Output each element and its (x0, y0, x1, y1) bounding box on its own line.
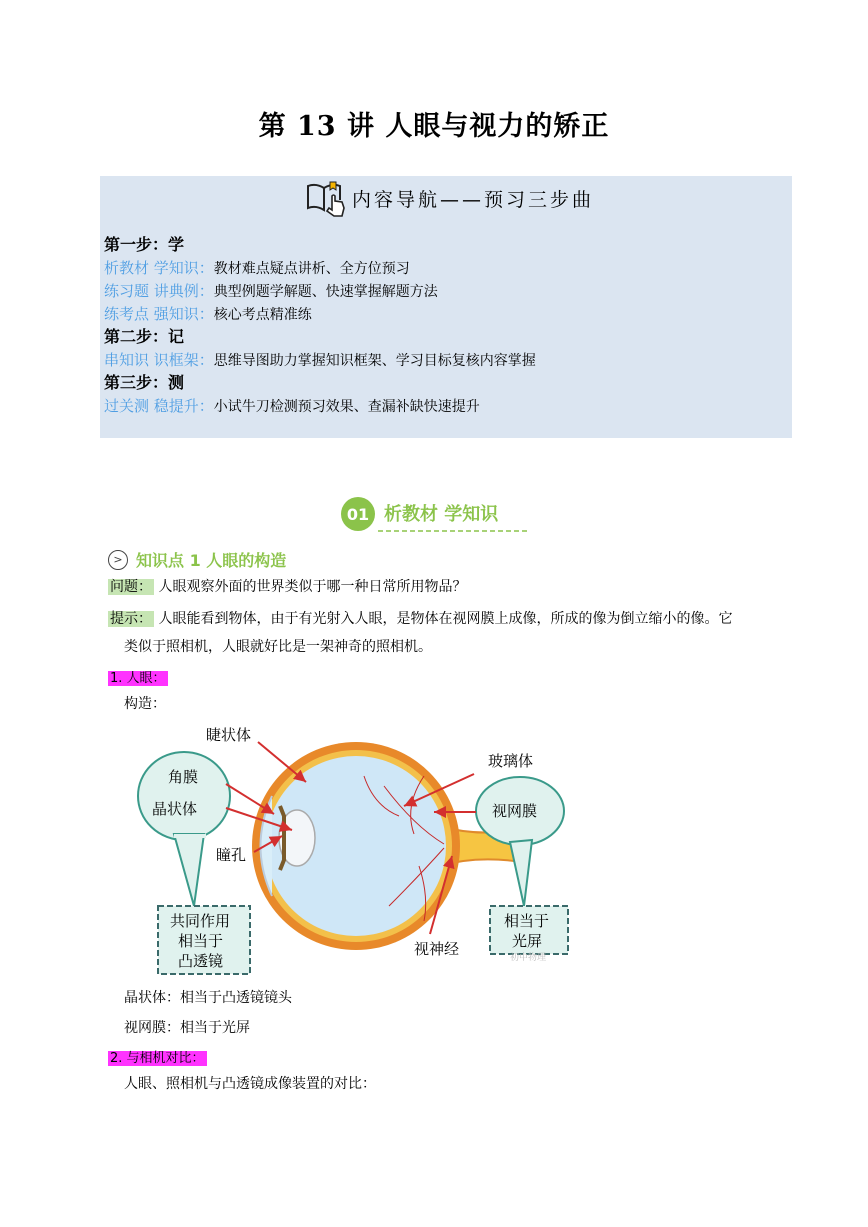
nav-item-1 (104, 257, 410, 280)
hint-text-1: 人眼能看到物体，由于有光射入人眼，是物体在视网膜上成像，所成的像为倒立缩小的像。它 (158, 611, 733, 627)
eye-tag: 1. 人眼： (110, 671, 166, 686)
section-title: 析教材 学知识 (384, 504, 499, 525)
hint-text-2: 类似于照相机，人眼就好比是一架神奇的照相机。 (124, 639, 432, 655)
step2-label: 第二步：记 (104, 327, 185, 346)
label-lens: 晶状体 (152, 800, 198, 818)
section-banner (338, 494, 530, 534)
label-cornea: 角膜 (168, 768, 199, 786)
nav-item-key: 练考点 强知识： (104, 305, 214, 323)
compare-tag-line (108, 1047, 207, 1070)
diagram-watermark: 初中物理 (510, 953, 547, 963)
nav-item-3 (104, 303, 312, 326)
compare-tag: 2. 与相机对比： (110, 1051, 205, 1066)
page-title: 第 13 讲 人眼与视力的矫正 (258, 111, 610, 142)
label-optic-nerve: 视神经 (414, 940, 460, 958)
nav-item-desc: 小试牛刀检测预习效果、查漏补缺快速提升 (213, 399, 480, 415)
right-box-line-1: 相当于 (504, 912, 550, 930)
nav-item-key: 过关测 稳提升： (104, 397, 214, 415)
question-line (108, 576, 466, 598)
knowledge-point-heading (108, 548, 286, 571)
step1-label: 第一步：学 (104, 235, 185, 254)
knowledge-point-title: 知识点 1 人眼的构造 (136, 551, 287, 570)
nav-item-key: 练习题 讲典例： (104, 282, 214, 300)
nav-item-key: 串知识 识框架： (104, 351, 214, 369)
nav-header (304, 176, 594, 220)
nav-item-5 (104, 395, 480, 418)
label-ciliary-body: 睫状体 (206, 726, 252, 744)
nav-header-label: 内容导航——预习三步曲 (352, 188, 595, 211)
nav-item-4 (104, 349, 536, 372)
question-text: 人眼观察外面的世界类似于哪一种日常所用物品？ (158, 579, 467, 595)
nav-item-key: 析教材 学知识： (104, 259, 214, 277)
content-navigation-box (100, 176, 792, 438)
hint-tag: 提示： (110, 611, 152, 627)
note-retina: 视网膜：相当于光屏 (124, 1020, 250, 1036)
step3-label: 第三步：测 (104, 373, 185, 392)
arrow-circle-icon: > (108, 550, 128, 570)
label-vitreous: 玻璃体 (488, 752, 534, 770)
eye-structure-diagram (134, 716, 580, 980)
left-callout-bubble (138, 752, 230, 840)
left-box-line-1: 共同作用 (170, 912, 231, 930)
question-tag: 问题： (110, 579, 152, 595)
note-lens: 晶状体：相当于凸透镜镜头 (124, 990, 292, 1006)
nav-item-2 (104, 280, 438, 303)
hint-line-1 (108, 608, 732, 630)
nav-item-desc: 思维导图助力掌握知识框架、学习目标复核内容掌握 (213, 353, 536, 369)
label-retina: 视网膜 (492, 802, 538, 820)
book-pointer-icon (304, 178, 348, 218)
left-box-line-2: 相当于 (178, 932, 224, 950)
eye-tag-line (108, 667, 168, 690)
right-box-line-2: 光屏 (512, 932, 543, 950)
nav-item-desc: 核心考点精准练 (213, 307, 312, 323)
left-callout-tail (174, 834, 204, 906)
left-box-line-3: 凸透镜 (178, 952, 224, 970)
section-number: 01 (346, 505, 370, 524)
right-callout-tail (510, 840, 532, 906)
structure-label: 构造： (124, 696, 166, 712)
label-pupil: 瞳孔 (216, 846, 247, 864)
nav-item-desc: 典型例题学解题、快速掌握解题方法 (213, 284, 438, 300)
nav-item-desc: 教材难点疑点讲析、全方位预习 (213, 261, 410, 277)
compare-text: 人眼、照相机与凸透镜成像装置的对比： (124, 1076, 376, 1092)
